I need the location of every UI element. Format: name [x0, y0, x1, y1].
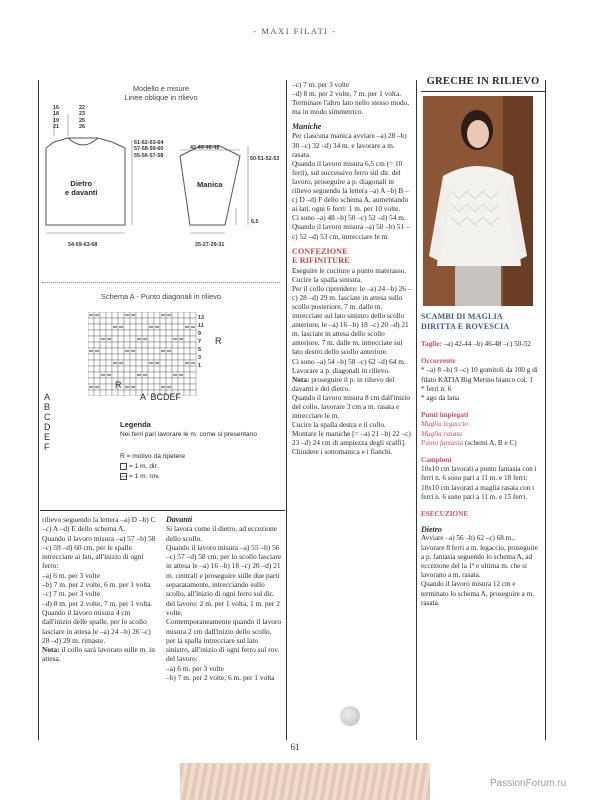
sleeve-side-measure: 50-51-52-53	[250, 156, 280, 162]
shoulder-measure-b: 22 23 25 26	[79, 105, 85, 131]
occorrente-title: Occorrente	[421, 357, 456, 366]
chart-cell	[154, 378, 160, 384]
punto-item: Punto fantasia (schemi A, B e C)	[421, 438, 517, 447]
chart-cell	[112, 312, 118, 318]
chart-cell	[136, 330, 142, 336]
pattern-subtitle: SCAMBI DI MAGLIA DIRITTA E ROVESCIA	[421, 312, 510, 331]
chart-cell	[184, 318, 190, 324]
chart-cell	[148, 378, 154, 384]
chart-cell	[142, 318, 148, 324]
occ-item: * –a) 8 –b) 9 –c) 10 gomitoli da 100 g di filato KATIA Big Merino bianco col. 1	[421, 366, 538, 384]
chart-cell	[112, 318, 118, 324]
chart-cell	[100, 342, 106, 348]
chart-cell	[124, 324, 130, 330]
chart-cell	[100, 324, 106, 330]
chart-cell	[94, 342, 100, 348]
chart-cell	[166, 342, 172, 348]
model-photo-illustration	[423, 96, 533, 306]
chart-cell	[190, 312, 196, 318]
chart-cell	[136, 366, 142, 372]
purl-box-icon	[120, 473, 127, 480]
chart-cell	[106, 384, 112, 390]
legend-purl: = 1 m. rov.	[120, 472, 185, 482]
chart-cell	[184, 336, 190, 342]
chart-cell	[166, 324, 172, 330]
rifiniture-title: E RIFINITURE	[292, 256, 350, 266]
chart-cell	[136, 384, 142, 390]
chart-cell	[190, 366, 196, 372]
chart-cell	[118, 366, 124, 372]
chart-cell	[172, 360, 178, 366]
text-column-1	[42, 515, 157, 664]
col1-para: –d) 8 m. per 2 volte, 7 m. per 1 volta.	[42, 598, 153, 608]
chart-cell	[154, 342, 160, 348]
chart-cell	[166, 330, 172, 336]
text-column-2	[166, 515, 282, 682]
chart-cell	[136, 378, 142, 384]
col1-para: Quando il lavoro misura 4 cm dall'inizio delle spalle, per lo scollo lasciare in attesa le –a) 24 –b) 26 –c) 28 –d) 29 m. rimaste.	[42, 607, 151, 645]
col3-para: Quando il lavoro misura 6,5 cm (= 10 ferri), sul successivo ferro sul dir. del lavoro, proseguire a p. diagonali in rilievo seguendo la lettera –a) A –b) B –c) D –d) F dello schema A, aumentando ai lati, ogni 6 ferri: 1 m. per 10 volte.	[292, 158, 409, 214]
chart-cell	[130, 378, 136, 384]
chart-cell	[142, 360, 148, 366]
chart-cell	[190, 378, 196, 384]
chart-cell	[142, 378, 148, 384]
col3-para: Quando il lavoro misura –a) 50 –b) 51 –c) 52 –d) 53 cm, intrecciare le m.	[292, 222, 410, 241]
col1-para: rilievo seguendo la lettera –a) D –b) C –c) A –d) E dello schema A.	[42, 515, 156, 534]
chart-cell	[190, 372, 196, 378]
frame-left-line	[38, 80, 39, 740]
chart-cell	[178, 348, 184, 354]
chart-cell	[184, 390, 190, 396]
text-column-3	[292, 80, 412, 457]
chart-cell	[184, 366, 190, 372]
chart-cell	[142, 342, 148, 348]
chart-cell	[130, 342, 136, 348]
dietro-para: Avviare –a) 56 –b) 62 –c) 68 m., lavorare 8 ferri a m. legaccio, proseguire a p. fantasia seguendo lo schema A, ad eccezione del la 1ª e ultima m. che si lavorano a m. rasata.	[421, 534, 538, 580]
chart-cell	[148, 312, 154, 318]
legend-title: Legenda	[120, 420, 151, 429]
magazine-header: - MAXI FILATI -	[253, 26, 337, 36]
chart-cell	[154, 330, 160, 336]
chart-cell	[178, 366, 184, 372]
chart-cell	[142, 312, 148, 318]
chart-cell	[130, 324, 136, 330]
sleeve-label: Manica	[197, 180, 223, 189]
chart-cell	[172, 384, 178, 390]
chart-cell	[160, 366, 166, 372]
occ-item: * ago da lana	[421, 394, 460, 403]
col1-para: –b) 7 m. per 2 volte, 6 m. per 1 volta	[42, 580, 151, 590]
chart-cell	[124, 336, 130, 342]
frame-mid-line	[286, 80, 287, 740]
chart-cell	[88, 324, 94, 330]
chart-cell	[100, 366, 106, 372]
chart-cell	[160, 378, 166, 384]
legend-repeat: R = motivo da ripetere	[120, 453, 186, 460]
col3-para: Terminare l'altro lato nello stesso modo, ma in modo simmetrico.	[292, 98, 410, 117]
chart-cell	[160, 342, 166, 348]
model-diagram-title: Modello e misure	[132, 84, 190, 93]
chart-cell	[100, 360, 106, 366]
chart-cell	[172, 348, 178, 354]
diagram-bottom-rule	[40, 510, 285, 511]
chart-cell	[112, 366, 118, 372]
shoulder-measure-a: 16 18 19 21	[53, 105, 59, 131]
col3-para: Quando il lavoro misura 8 cm dall'inizio del collo, lavorare 3 cm a m. rasata e intrecciare le m.	[292, 392, 411, 421]
chart-cell	[100, 312, 106, 318]
chart-cell	[106, 318, 112, 324]
chart-cell	[94, 360, 100, 366]
legend-subtitle: Nei ferri pari lavorare le m. come si presentano	[120, 431, 258, 438]
chart-cell	[148, 354, 154, 360]
chart-cell	[154, 372, 160, 378]
col2-para: Quando il lavoro misura –a) 55 –b) 56 –c) 57 –d) 58 cm, per lo scollo lasciare in attesa le –a) 16 –b) 18 –c) 20 –d) 21 m. centrali e proseguire sulle due parti separatamente, intrecciando sullo scollo, all'inizio di ogni ferro sul dir. del lavoro: 2 m. per 1 volta, 1 m. per 2 volte.	[166, 542, 282, 617]
diagram-separator	[42, 282, 280, 283]
frame-right2-line	[545, 80, 546, 740]
chart-cell	[160, 372, 166, 378]
chart-cell	[184, 372, 190, 378]
chart-cell	[106, 330, 112, 336]
chart-cell	[166, 360, 172, 366]
col3-para: Per ciascuna manica avviare –a) 28 –b) 30 –c) 32 –d) 34 m. e lavorare a m. rasata.	[292, 131, 407, 159]
chart-cell	[184, 378, 190, 384]
chart-cell	[94, 324, 100, 330]
chart-cell	[136, 342, 142, 348]
campione-item: 10x10 cm lavorati a maglia rasata con i ferri n. 6 sono pari a 11 m. e 15 ferri.	[421, 483, 535, 501]
col1-para: –c) 7 m. per 3 volte	[42, 589, 100, 599]
chart-cell	[100, 384, 106, 390]
chart-cell	[148, 318, 154, 324]
chart-cell	[124, 360, 130, 366]
col3-para: Cucire la spalla sinistra.	[292, 274, 363, 284]
chart-cell	[178, 342, 184, 348]
chart-cell	[142, 324, 148, 330]
chart-cell	[130, 318, 136, 324]
schema-a-title: Schema A - Punto diagonali in rilievo	[101, 292, 221, 301]
chart-cell	[124, 390, 130, 396]
chart-cell	[184, 342, 190, 348]
chart-cell	[88, 390, 94, 396]
chart-cell	[172, 378, 178, 384]
col1-para: –a) 6 m. per 3 volte	[42, 570, 100, 580]
chart-cell	[136, 348, 142, 354]
chart-cell	[118, 336, 124, 342]
chart-cell	[106, 312, 112, 318]
chart-cell	[178, 360, 184, 366]
side-height-measure: 61-62-63-64 57-58-59-60 55-56-57-58	[134, 140, 164, 159]
punto-item: Maglia legaccio	[421, 420, 468, 429]
chart-cell	[148, 384, 154, 390]
chart-cell	[112, 342, 118, 348]
chart-cell	[172, 330, 178, 336]
col3-para: Ci sono –a) 54 –b) 58 –c) 62 –d) 64 m.	[292, 356, 406, 366]
chart-cell	[154, 348, 160, 354]
chart-cell	[124, 366, 130, 372]
chart-cell	[130, 354, 136, 360]
chart-cell	[88, 336, 94, 342]
col3-para: Cucire la spalla destra e il collo.	[292, 420, 386, 430]
chart-cell	[154, 318, 160, 324]
chart-cell	[166, 366, 172, 372]
chart-cell	[178, 312, 184, 318]
chart-cell	[130, 366, 136, 372]
chart-cell	[106, 324, 112, 330]
chart-cell	[190, 390, 196, 396]
bottom-letters: A BCDEF	[140, 392, 182, 402]
chart-cell	[136, 312, 142, 318]
legend-items	[120, 452, 185, 482]
col3-para: –c) 7 m. per 3 volte	[292, 80, 350, 89]
chart-cell	[106, 366, 112, 372]
chart-cell	[184, 312, 190, 318]
chart-cell	[172, 312, 178, 318]
chart-cell	[118, 318, 124, 324]
chart-cell	[100, 354, 106, 360]
model-photo	[423, 96, 533, 306]
maniche-title: Maniche	[292, 122, 322, 132]
chart-cell	[88, 354, 94, 360]
esecuzione-title: ESECUZIONE	[421, 510, 469, 519]
chart-cell	[148, 342, 154, 348]
chart-cell	[118, 342, 124, 348]
chart-cell	[190, 330, 196, 336]
chart-cell	[190, 336, 196, 342]
schema-a-diagram	[40, 292, 282, 507]
chart-cell	[190, 342, 196, 348]
watermark: PassionForum.ru	[490, 778, 567, 789]
chart-cell	[106, 378, 112, 384]
chart-cell	[94, 330, 100, 336]
chart-cell	[88, 318, 94, 324]
yarn-ball-icon	[340, 706, 360, 726]
col3-para: Chiudere i sottomanica e i fianchi.	[292, 447, 393, 457]
chart-cell	[118, 330, 124, 336]
sleeve-cuff-measure: 6,5	[251, 219, 259, 225]
chart-cell	[190, 318, 196, 324]
chart-cell	[124, 378, 130, 384]
col3-note: Nota: proseguire il p. in rilievo del davanti e del dietro.	[292, 374, 395, 393]
chart-cell	[160, 324, 166, 330]
chart-cell	[106, 342, 112, 348]
chart-cell	[130, 330, 136, 336]
chart-cell	[130, 372, 136, 378]
chart-cell	[112, 336, 118, 342]
chart-cell	[190, 348, 196, 354]
chart-cell	[118, 354, 124, 360]
chart-cell	[178, 384, 184, 390]
chart-cell	[130, 390, 136, 396]
chart-cell	[166, 354, 172, 360]
col2-para: Contemporaneamente quando il lavoro misura 2 cm dall'inizio dello scollo, per la spalla intrecciare sul lato sinistro, all'inizio di ogni ferro sul rov. del lavoro:	[166, 617, 282, 664]
chart-cell	[94, 318, 100, 324]
chart-cell	[112, 354, 118, 360]
chart-cell	[106, 360, 112, 366]
occ-item: * ferri n. 6	[421, 384, 452, 393]
chart-cell	[88, 372, 94, 378]
chart-cell	[178, 330, 184, 336]
chart-cell	[160, 354, 166, 360]
chart-cell	[178, 318, 184, 324]
chart-cell	[94, 378, 100, 384]
row-numbers: 13 11 9 7 5 3 1	[198, 315, 204, 369]
chart-cell	[94, 372, 100, 378]
chart-cell	[142, 384, 148, 390]
col2-para: –a) 6 m. per 3 volte	[166, 663, 224, 673]
chart-cell	[154, 336, 160, 342]
repeat-marker-bottom: R	[115, 380, 122, 390]
chart-cell	[154, 312, 160, 318]
chart-cell	[124, 318, 130, 324]
chart-cell	[178, 378, 184, 384]
punti-title: Punti impiegati	[421, 411, 469, 420]
knit-texture-strip	[180, 763, 430, 800]
chart-cell	[118, 390, 124, 396]
model-diagram	[40, 84, 282, 274]
dietro-para: Quando il lavoro misura 12 cm e terminato lo schema A, proseguire a m. rasata.	[421, 580, 534, 607]
col3-para: Ci sono –a) 48 –b) 50 –c) 52 –d) 54 m.	[292, 213, 406, 223]
chart-cell	[130, 360, 136, 366]
chart-cell	[154, 354, 160, 360]
chart-cell	[118, 348, 124, 354]
chart-cell	[178, 324, 184, 330]
chart-cell	[160, 330, 166, 336]
body-width-measure: 54-59-63-68	[68, 242, 98, 248]
confezione-title: CONFEZIONE	[292, 246, 348, 256]
chart-cell	[94, 336, 100, 342]
chart-cell	[106, 348, 112, 354]
chart-cell	[166, 318, 172, 324]
chart-cell	[166, 336, 172, 342]
dietro-title: Dietro	[421, 525, 442, 535]
chart-cell	[88, 342, 94, 348]
col3-para: –d) 8 m. per 2 volte, 7 m. per 1 volta.	[292, 89, 402, 99]
chart-cell	[142, 330, 148, 336]
col1-note: Nota: il collo sarà lavorato sulle m. in attesa.	[42, 645, 155, 664]
col3-para: Per il collo riprendere: le –a) 24 –b) 26 –c) 28 –d) 29 m. lasciate in attesa sullo scollo posteriore, 7 m. dalle m. intrecciate sul lato sinistro dello scollo anteriore, le –a) 16 –b) 18 –c) 20 –d) 21 m. lasciate in attesa dello scollo anteriore, 7 m. dalle m. intrecciate sul lato destro dello scollo anteriore.	[292, 283, 412, 357]
chart-cell	[190, 384, 196, 390]
chart-cell	[184, 348, 190, 354]
chart-cell	[130, 336, 136, 342]
chart-cell	[136, 360, 142, 366]
chart-cell	[166, 378, 172, 384]
chart-cell	[112, 390, 118, 396]
chart-cell	[184, 330, 190, 336]
chart-cell	[124, 330, 130, 336]
sleeve-width-measure: 25-27-29-31	[195, 242, 225, 248]
knit-box-icon	[120, 463, 127, 470]
body-label: Dietro e davanti	[65, 179, 98, 197]
campione-item: 10x10 cm lavorati a punto fantasia con i ferri n. 6 sono pari a 11 m. e 18 ferri;	[421, 465, 537, 483]
chart-cell	[172, 354, 178, 360]
punto-item: Maglia rasata	[421, 429, 462, 438]
chart-cell	[136, 354, 142, 360]
chart-cell	[172, 342, 178, 348]
chart-cell	[94, 354, 100, 360]
chart-cell	[178, 354, 184, 360]
legend-knit: = 1 m. dir.	[120, 462, 185, 472]
col3-para: Montare le maniche [= –a) 21 –b) 22 –c) 23 –d) 24 cm di ampiezza degli scalfi].	[292, 429, 411, 448]
chart-cell	[124, 342, 130, 348]
page-number: 61	[290, 742, 300, 752]
chart-cell	[124, 354, 130, 360]
chart-cell	[100, 318, 106, 324]
chart-cell	[124, 372, 130, 378]
chart-cell	[148, 330, 154, 336]
chart-cell	[106, 354, 112, 360]
chart-cell	[184, 384, 190, 390]
chart-cell	[100, 330, 106, 336]
chart-cell	[118, 312, 124, 318]
chart-cell	[142, 366, 148, 372]
chart-cell	[154, 384, 160, 390]
chart-cell	[88, 378, 94, 384]
chart-cell	[154, 366, 160, 372]
chart-cell	[112, 330, 118, 336]
col1-para: Quando il lavoro misura –a) 57 –b) 58 –c) 59 –d) 60 cm, per le spalle intrecciare ai lati, all'inizio di ogni ferro:	[42, 533, 156, 571]
chart-cell	[88, 366, 94, 372]
chart-cell	[172, 318, 178, 324]
col2-para: –b) 7 m. per 2 volte, 6 m. per 1 volta	[166, 673, 275, 683]
chart-cell	[88, 330, 94, 336]
chart-cell	[112, 348, 118, 354]
chart-cell	[160, 318, 166, 324]
col3-para: Lavorare a p. diagonali in rilievo.	[292, 365, 390, 375]
repeat-marker-right: R	[215, 336, 222, 346]
chart-cell	[100, 378, 106, 384]
col3-para: Eseguire le cuciture a punto materasso.	[292, 265, 407, 275]
chart-cell	[94, 366, 100, 372]
chart-cell	[142, 354, 148, 360]
chart-cell	[100, 390, 106, 396]
chart-cell	[136, 324, 142, 330]
davanti-title: Davanti	[166, 515, 193, 524]
chart-cell	[118, 372, 124, 378]
chart-cell	[184, 354, 190, 360]
chart-cell	[166, 372, 172, 378]
model-diagram-subtitle: Linee oblique in rilievo	[124, 93, 198, 102]
chart-cell	[148, 336, 154, 342]
chart-cell	[112, 372, 118, 378]
campioni-title: Campioni	[421, 456, 452, 465]
col2-para: Si lavora come il dietro, ad eccezione dello scollo.	[166, 524, 278, 543]
chart-cell	[136, 318, 142, 324]
frame-right-line	[416, 80, 417, 740]
pattern-title: GRECHE IN RILIEVO	[421, 76, 545, 92]
chart-cell	[94, 390, 100, 396]
chart-cell	[88, 360, 94, 366]
pattern-details	[421, 312, 539, 608]
chart-cell	[160, 360, 166, 366]
left-letters: A B C D E F	[44, 392, 51, 452]
chart-cell	[172, 366, 178, 372]
chart-cell	[142, 348, 148, 354]
chart-cell	[160, 336, 166, 342]
chart-cell	[148, 372, 154, 378]
chart-cell	[106, 390, 112, 396]
chart-cell	[190, 354, 196, 360]
chart-cell	[100, 348, 106, 354]
chart-cell	[148, 348, 154, 354]
chart-cell	[148, 366, 154, 372]
sizes: Taglie: –a) 42-44 –b) 46-48 –c) 50-52	[421, 340, 531, 348]
sleeve-top-measure: 42-44-46-48	[190, 145, 220, 151]
chart-cell	[172, 324, 178, 330]
